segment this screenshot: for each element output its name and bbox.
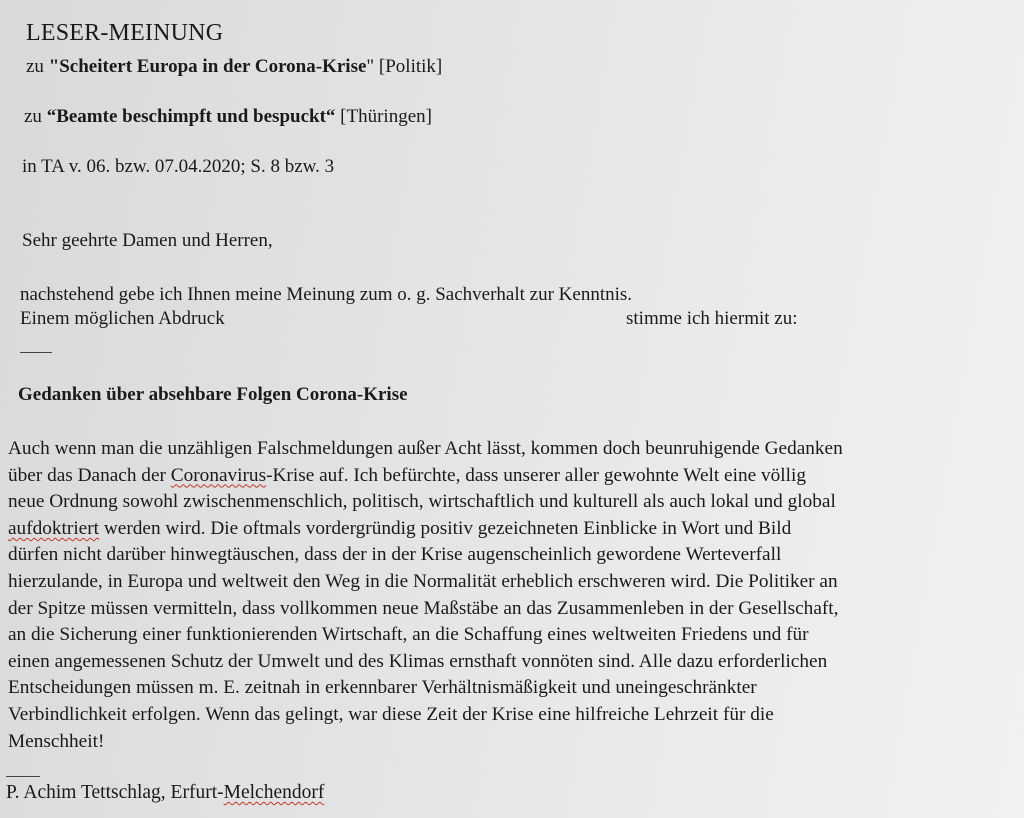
signature bbox=[6, 782, 324, 804]
body-line: an die Sicherung einer funktionierenden Wirtschaft, an die Schaffung eines weltweiten Friedens und für bbox=[8, 624, 809, 646]
body-line bbox=[8, 516, 1018, 543]
body-line: der Spitze müssen vermitteln, dass vollkommen neue Maßstäbe an das Zusammenleben in der Gesellschaft, bbox=[8, 597, 839, 619]
reference-section: [Thüringen] bbox=[335, 106, 432, 127]
spellcheck-flagged-word: Melchendorf bbox=[223, 782, 325, 803]
body-line: Menschheit! bbox=[8, 730, 105, 752]
separator-line bbox=[20, 352, 52, 353]
body-line: dürfen nicht darüber hinwegtäuschen, dass der in der Krise augenscheinlich gewordene Werteverfall bbox=[8, 544, 782, 566]
essay-body bbox=[8, 436, 1018, 755]
spellcheck-flagged-word: aufdoktriert bbox=[8, 517, 100, 539]
body-text-fragment: über das Danach der bbox=[8, 464, 171, 486]
body-line: hierzulande, in Europa und weltweit den Weg in die Normalität erheblich erschweren wird. Die Politiker an bbox=[8, 570, 838, 592]
essay-title: Gedanken über absehbare Folgen Corona-Krise bbox=[18, 384, 408, 405]
body-text-fragment: werden wird. Die oftmals vordergründig positiv gezeichneten Einblicke in Wort und Bild bbox=[99, 517, 792, 539]
reference-section: " [Politik] bbox=[366, 56, 443, 77]
body-line: Entscheidungen müssen m. E. zeitnah in erkennbarer Verhältnismäßigkeit und uneingeschränkter bbox=[8, 677, 757, 699]
body-line: einen angemessenen Schutz der Umwelt und des Klimas ernsthaft vonnöten sind. Alle dazu erforderlichen bbox=[8, 650, 828, 672]
salutation: Sehr geehrte Damen und Herren, bbox=[22, 230, 273, 251]
intro-sentence: nachstehend gebe ich Ihnen meine Meinung zum o. g. Sachverhalt zur Kenntnis. bbox=[20, 284, 633, 305]
reference-title: “Beamte beschimpft und bespuckt“ bbox=[46, 106, 336, 127]
signature-name: P. Achim Tettschlag, Erfurt- bbox=[6, 782, 224, 803]
consent-text-left: Einem möglichen Abdruck bbox=[20, 308, 225, 329]
body-line: neue Ordnung sowohl zwischenmenschlich, politisch, wirtschaftlich und kulturell als auch lokal und global bbox=[8, 491, 836, 513]
body-line: Verbindlichkeit erfolgen. Wenn das gelingt, war diese Zeit der Krise eine hilfreiche Lehrzeit für die bbox=[8, 703, 774, 725]
signature-separator-line bbox=[6, 776, 40, 777]
body-line: Auch wenn man die unzähligen Falschmeldungen außer Acht lässt, kommen doch beunruhigende Gedanken bbox=[8, 438, 843, 459]
reference-prefix: zu bbox=[26, 56, 49, 77]
letter-heading: LESER-MEINUNG bbox=[26, 20, 224, 46]
article-reference-2 bbox=[24, 106, 432, 128]
consent-text-right: stimme ich hiermit zu: bbox=[626, 308, 798, 329]
reference-title: "Scheitert Europa in der Corona-Krise bbox=[48, 56, 367, 77]
article-reference-1 bbox=[26, 56, 442, 78]
spellcheck-flagged-word: Coronavirus bbox=[170, 464, 267, 486]
body-line bbox=[8, 463, 1018, 490]
publication-info: in TA v. 06. bzw. 07.04.2020; S. 8 bzw. 3 bbox=[22, 156, 335, 177]
reference-prefix: zu bbox=[24, 106, 47, 127]
body-text-fragment: -Krise auf. Ich befürchte, dass unserer aller gewohnte Welt eine völlig bbox=[266, 464, 806, 486]
